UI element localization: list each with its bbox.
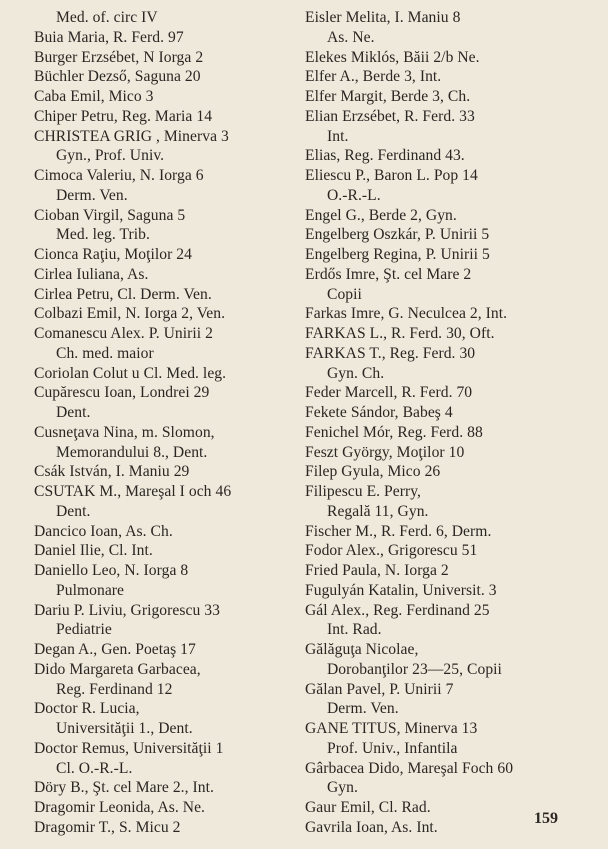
- right-entry-line: Filep Gyula, Mico 26: [305, 463, 441, 481]
- left-entry-line: Coriolan Colut u Cl. Med. leg.: [34, 364, 227, 382]
- left-entry-line: Memorandului 8., Dent.: [56, 443, 208, 461]
- left-entry-line: Universităţii 1., Dent.: [56, 720, 193, 737]
- left-entry-line: Dancico Ioan, As. Ch.: [34, 522, 173, 540]
- right-entry-line: Feszt György, Moţilor 10: [305, 443, 465, 461]
- left-entry-line: Cirlea Iuliana, As.: [34, 265, 149, 283]
- left-entry-line: Csák István, I. Maniu 29: [34, 463, 190, 481]
- right-entry-line: Prof. Univ., Infantila: [327, 739, 458, 757]
- right-entry-line: Gavrila Ioan, As. Int.: [305, 818, 438, 836]
- right-entry-line: Fischer M., R. Ferd. 6, Derm.: [305, 522, 492, 540]
- right-entry-line: Engelberg Regina, P. Unirii 5: [305, 246, 490, 263]
- right-entry-line: FARKAS L., R. Ferd. 30, Oft.: [305, 325, 495, 342]
- left-entry-line: Cl. O.-R.-L.: [56, 759, 133, 777]
- left-entry-line: Cupărescu Ioan, Londrei 29: [34, 384, 210, 402]
- right-entry-line: Int. Rad.: [327, 621, 382, 639]
- right-entry-line: Gyn. Ch.: [327, 364, 385, 382]
- right-entry-line: Fenichel Mór, Reg. Ferd. 88: [305, 423, 483, 441]
- right-entry-line: Fekete Sándor, Babeş 4: [305, 404, 453, 421]
- left-entry-line: Dent.: [56, 404, 91, 421]
- page-number: 159: [534, 810, 558, 827]
- left-entry-line: Buia Maria, R. Ferd. 97: [34, 28, 184, 46]
- right-entry-line: Dorobanţilor 23—25, Copii: [327, 660, 502, 678]
- left-entry-line: Ch. med. maior: [56, 344, 154, 362]
- right-entry-line: As. Ne.: [327, 28, 375, 46]
- left-entry-line: Chiper Petru, Reg. Maria 14: [34, 107, 213, 125]
- left-entry-line: Doctor Remus, Universităţii 1: [34, 739, 224, 757]
- left-entry-line: CHRISTEA GRIG , Minerva 3: [34, 127, 229, 145]
- left-entry-line: Derm. Ven.: [56, 186, 128, 204]
- left-entry-line: Med. leg. Trib.: [56, 226, 150, 244]
- right-entry-line: Fugulyán Katalin, Universit. 3: [305, 581, 497, 599]
- right-entry-line: Elfer A., Berde 3, Int.: [305, 68, 442, 86]
- left-entry-line: Dent.: [56, 502, 91, 520]
- right-entry-line: Erdős Imre, Şt. cel Mare 2: [305, 265, 472, 283]
- right-column: [305, 8, 585, 838]
- left-entry-line: Pediatrie: [56, 621, 112, 639]
- right-entry-line: Filipescu E. Perry,: [305, 483, 422, 500]
- right-entry-line: Gaur Emil, Cl. Rad.: [305, 799, 431, 816]
- right-entry-line: Derm. Ven.: [327, 700, 399, 718]
- left-entry-line: Colbazi Emil, N. Iorga 2, Ven.: [34, 305, 226, 323]
- right-entry-line: Elekes Miklós, Băii 2/b Ne.: [305, 48, 480, 66]
- left-entry-line: Büchler Dezső, Saguna 20: [34, 68, 201, 86]
- right-entry-line: Int.: [327, 127, 349, 145]
- left-entry-line: Cirlea Petru, Cl. Derm. Ven.: [34, 285, 212, 303]
- right-entry-line: Feder Marcell, R. Ferd. 70: [305, 384, 473, 402]
- right-entry-line: Engelberg Oszkár, P. Unirii 5: [305, 226, 490, 244]
- right-entry-line: Regală 11, Gyn.: [327, 502, 429, 520]
- left-entry-line: Cionca Raţiu, Moţilor 24: [34, 246, 192, 263]
- right-entry-line: Gârbacea Dido, Mareşal Foch 60: [305, 759, 514, 777]
- left-entry-line: Doctor R. Lucia,: [34, 700, 140, 718]
- right-entry-line: Fried Paula, N. Iorga 2: [305, 562, 449, 579]
- left-entry-line: Med. of. circ IV: [56, 9, 158, 26]
- right-entry-line: Gălăguţa Nicolae,: [305, 641, 419, 658]
- right-entry-line: Eliescu P., Baron L. Pop 14: [305, 167, 478, 184]
- left-entry-line: Dragomir T., S. Micu 2: [34, 818, 181, 836]
- left-entry-line: Dragomir Leonida, As. Ne.: [34, 799, 206, 816]
- left-entry-line: Degan A., Gen. Poetaş 17: [34, 641, 196, 658]
- left-entry-line: Döry B., Şt. cel Mare 2., Int.: [34, 779, 214, 797]
- right-entry-line: Gyn.: [327, 779, 358, 797]
- left-column: [34, 8, 296, 838]
- left-entry-line: Daniello Leo, N. Iorga 8: [34, 562, 189, 579]
- left-entry-line: Cioban Virgil, Saguna 5: [34, 206, 186, 224]
- right-entry-line: Copii: [327, 285, 362, 303]
- left-entry-line: Gyn., Prof. Univ.: [56, 147, 165, 165]
- right-entry-line: O.-R.-L.: [327, 186, 381, 204]
- left-entry-line: Comanescu Alex. P. Unirii 2: [34, 325, 213, 342]
- left-entry-line: Reg. Ferdinand 12: [56, 680, 173, 698]
- right-entry-line: Engel G., Berde 2, Gyn.: [305, 206, 457, 224]
- left-entry-line: Burger Erzsébet, N Iorga 2: [34, 48, 204, 66]
- left-entry-line: CSUTAK M., Mareşal I och 46: [34, 483, 232, 500]
- right-entry-line: FARKAS T., Reg. Ferd. 30: [305, 344, 476, 362]
- left-entry-line: Pulmonare: [56, 581, 125, 599]
- right-entry-line: Fodor Alex., Grigorescu 51: [305, 542, 478, 560]
- right-entry-line: GANE TITUS, Minerva 13: [305, 720, 478, 737]
- right-entry-line: Elian Erzsébet, R. Ferd. 33: [305, 107, 475, 125]
- left-entry-line: Cimoca Valeriu, N. Iorga 6: [34, 167, 204, 184]
- left-entry-line: Dido Margareta Garbacea,: [34, 660, 201, 678]
- left-entry-line: Dariu P. Liviu, Grigorescu 33: [34, 601, 220, 619]
- right-entry-line: Elias, Reg. Ferdinand 43.: [305, 147, 465, 165]
- left-entry-line: Caba Emil, Mico 3: [34, 88, 154, 105]
- right-entry-line: Elfer Margit, Berde 3, Ch.: [305, 88, 471, 105]
- left-entry-line: Daniel Ilie, Cl. Int.: [34, 542, 153, 560]
- right-entry-line: Eisler Melita, I. Maniu 8: [305, 9, 461, 26]
- right-entry-line: Farkas Imre, G. Neculcea 2, Int.: [305, 305, 508, 323]
- right-entry-line: Gál Alex., Reg. Ferdinand 25: [305, 601, 490, 619]
- left-entry-line: Cusneţava Nina, m. Slomon,: [34, 423, 215, 441]
- right-entry-line: Gălan Pavel, P. Unirii 7: [305, 680, 454, 698]
